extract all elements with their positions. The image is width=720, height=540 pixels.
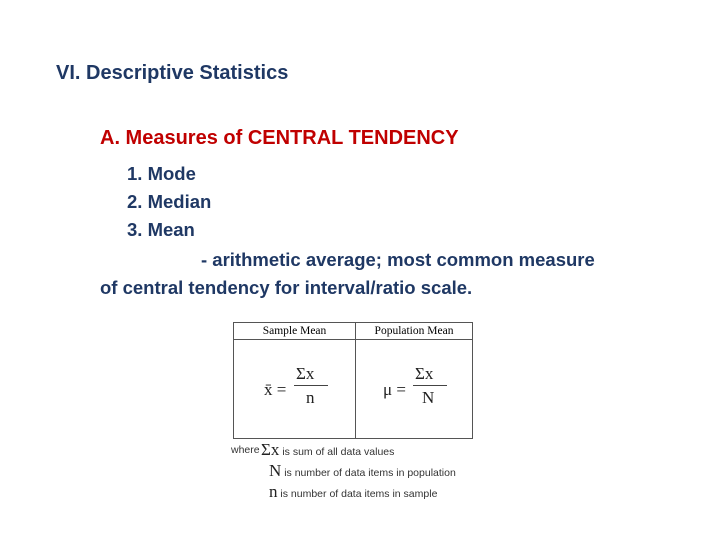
mean-formula-figure [229, 317, 491, 507]
section-heading: VI. Descriptive Statistics [56, 62, 289, 84]
list-item-mean: 3. Mean [127, 219, 195, 240]
note-where: where [231, 444, 260, 456]
population-mean-lhs: μ = [383, 380, 406, 399]
population-count-description: is number of data items in population [284, 467, 456, 479]
population-mean-fraction-bar [413, 385, 447, 386]
note-sample-count [269, 482, 437, 502]
note-sum [261, 440, 394, 460]
sum-symbol: Σx [261, 440, 280, 459]
population-mean-cell [356, 340, 473, 439]
subsection-heading: A. Measures of CENTRAL TENDENCY [100, 127, 459, 149]
list-item-median: 2. Median [127, 191, 212, 212]
sample-mean-lhs: x̄ = [264, 380, 287, 399]
note-population-count [269, 461, 456, 481]
population-mean-denominator: N [422, 388, 435, 407]
sum-description: is sum of all data values [282, 446, 395, 458]
sample-mean-numerator: Σx [296, 364, 315, 383]
mean-formula-table [233, 322, 473, 439]
mean-description-line2: of central tendency for interval/ratio scale. [100, 277, 473, 298]
population-mean-numerator: Σx [415, 364, 434, 383]
sample-mean-denominator: n [306, 388, 315, 407]
sample-mean-cell [234, 340, 356, 439]
list-item-mode: 1. Mode [127, 163, 196, 184]
population-count-symbol: N [269, 461, 282, 480]
sample-count-description: is number of data items in sample [280, 488, 438, 500]
sample-mean-fraction-bar [294, 385, 328, 386]
sample-count-symbol: n [269, 482, 278, 501]
population-mean-header: Population Mean [356, 323, 473, 340]
mean-description-line1: - arithmetic average; most common measure [201, 249, 595, 270]
sample-mean-header: Sample Mean [234, 323, 356, 340]
